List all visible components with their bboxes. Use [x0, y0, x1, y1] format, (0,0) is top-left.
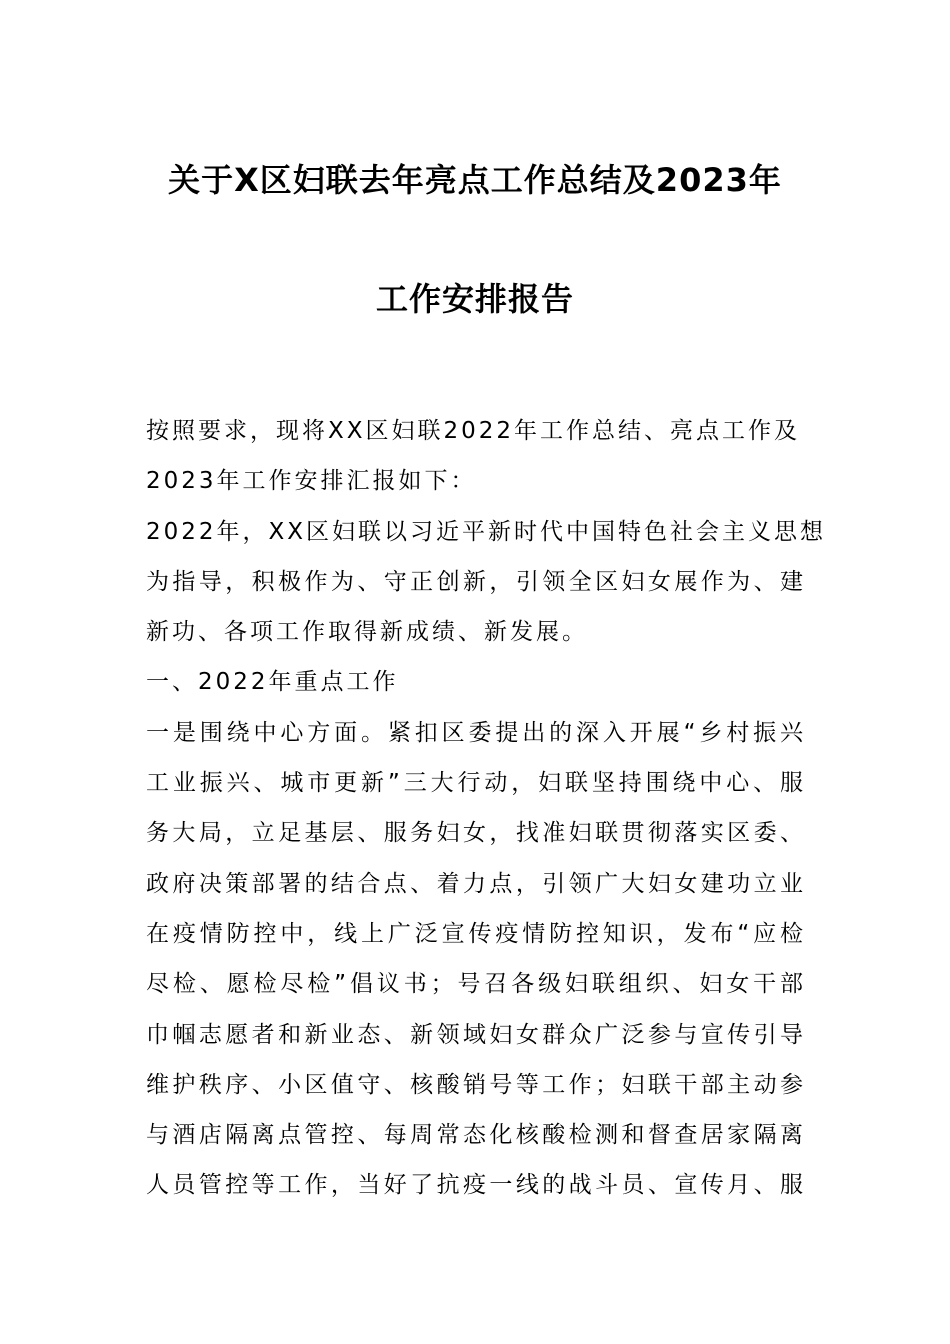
- body-line: 政府决策部署的结合点、着力点，引领广大妇女建功立业: [146, 870, 806, 897]
- body-line: 与酒店隔离点管控、每周常态化核酸检测和督查居家隔离: [146, 1122, 806, 1149]
- body-line: 维护秩序、小区值守、核酸销号等工作；妇联干部主动参: [146, 1071, 806, 1098]
- section-heading: 一、2022年重点工作: [146, 669, 399, 696]
- body-line: 尽检、愿检尽检”倡议书；号召各级妇联组织、妇女干部: [146, 971, 806, 998]
- body-line: 新功、各项工作取得新成绩、新发展。: [146, 619, 588, 646]
- body-line: 人员管控等工作，当好了抗疫一线的战斗员、宣传月、服: [146, 1172, 806, 1199]
- document-title-line-1: 关于X区妇联去年亮点工作总结及2023年: [168, 161, 782, 199]
- body-line: 按照要求，现将XX区妇联2022年工作总结、亮点工作及: [146, 418, 801, 444]
- body-line: 在疫情防控中，线上广泛宣传疫情防控知识，发布“应检: [146, 920, 806, 947]
- body-line: 务大局，立足基层、服务妇女，找准妇联贯彻落实区委、: [146, 820, 806, 847]
- document-title-line-2: 工作安排报告: [375, 280, 574, 318]
- body-line: 为指导，积极作为、守正创新，引领全区妇女展作为、建: [146, 568, 806, 595]
- body-line: 2023年工作安排汇报如下：: [146, 468, 477, 495]
- body-line: 一是围绕中心方面。紧扣区委提出的深入开展“乡村振兴: [146, 719, 806, 746]
- body-line: 工业振兴、城市更新”三大行动，妇联坚持围绕中心、服: [146, 770, 806, 797]
- body-line: 2022年，XX区妇联以习近平新时代中国特色社会主义思想: [146, 518, 827, 545]
- document-body: [146, 406, 827, 1211]
- body-line: 巾帼志愿者和新业态、新领域妇女群众广泛参与宣传引导: [146, 1021, 806, 1048]
